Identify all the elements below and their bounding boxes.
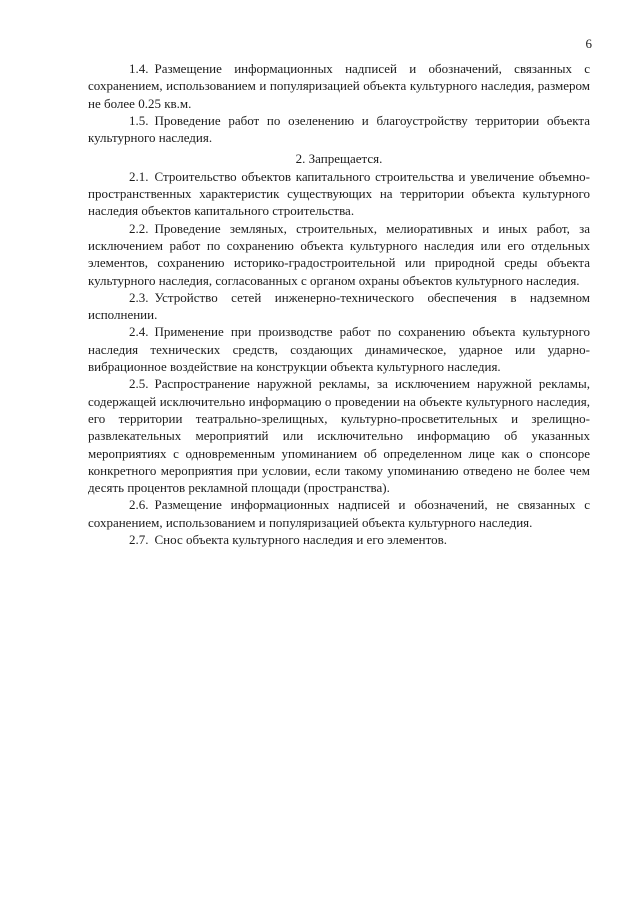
clause-number: 2.3. [129, 289, 149, 305]
document-body [88, 60, 590, 548]
clause-1-4 [88, 60, 590, 112]
clause-text: Устройство сетей инженерно-технического обеспечения в надземном исполнении. [88, 289, 590, 323]
clause-number: 2.6. [129, 497, 149, 513]
section-heading: 2. Запрещается. [295, 151, 383, 167]
clause-text: Распространение наружной рекламы, за исключением наружной рекламы, содержащей исключительно информацию о проведении на объекте культурного наследия, его территории театрально-зрелищных, культурно-просветительных и зрелищно-развлекательных мероприятий или исключительно информацию об указанных мероприятиях с одновременным упоминанием об определенном лице как о спонсоре конкретного мероприятия при условии, если такому упоминанию отведено не более чем десять процентов рекламной площади (пространства). [88, 376, 590, 496]
clause-2-1 [88, 168, 590, 220]
clause-number: 2.5. [129, 376, 149, 392]
clause-text: Проведение земляных, строительных, мелиоративных и иных работ, за исключением работ по сохранению объекта культурного наследия или его отдельных элементов, сохранению историко-градостроительной или природной среды объекта культурного наследия, согласованных с органом охраны объектов культурного наследия. [88, 220, 590, 288]
clause-2-6 [88, 496, 590, 531]
clause-text: Строительство объектов капитального строительства и увеличение объемно-пространственных характеристик существующих на территории объекта культурного наследия объектов капитального строительства. [88, 168, 590, 219]
clause-number: 2.7. [129, 532, 149, 548]
clause-2-4 [88, 323, 590, 375]
clause-number: 1.4. [129, 61, 149, 76]
page-number: 6 [585, 36, 592, 51]
clause-1-5 [88, 112, 590, 147]
clause-text: Применение при производстве работ по сохранению объекта культурного наследия технических средств, создающих динамическое, ударное или ударно-вибрационное воздействие на конструкции объекта культурного наследия. [88, 324, 590, 375]
clause-text: Проведение работ по озеленению и благоустройству территории объекта культурного наследия. [88, 112, 590, 146]
clause-number: 2.2. [129, 220, 149, 236]
clause-2-5 [88, 375, 590, 496]
clause-2-2 [88, 220, 590, 289]
clause-2-7 [88, 531, 590, 548]
clause-text: Снос объекта культурного наследия и его элементов. [154, 532, 448, 548]
clause-number: 1.5. [129, 112, 149, 128]
clause-2-3 [88, 289, 590, 324]
clause-text: Размещение информационных надписей и обозначений, не связанных с сохранением, использованием и популяризацией объекта культурного наследия. [88, 497, 590, 530]
clause-number: 2.1. [129, 168, 149, 184]
clause-text: Размещение информационных надписей и обозначений, связанных с сохранением, использованием и популяризацией объекта культурного наследия, размером не более 0.25 кв.м. [88, 61, 590, 111]
clause-number: 2.4. [129, 324, 149, 340]
